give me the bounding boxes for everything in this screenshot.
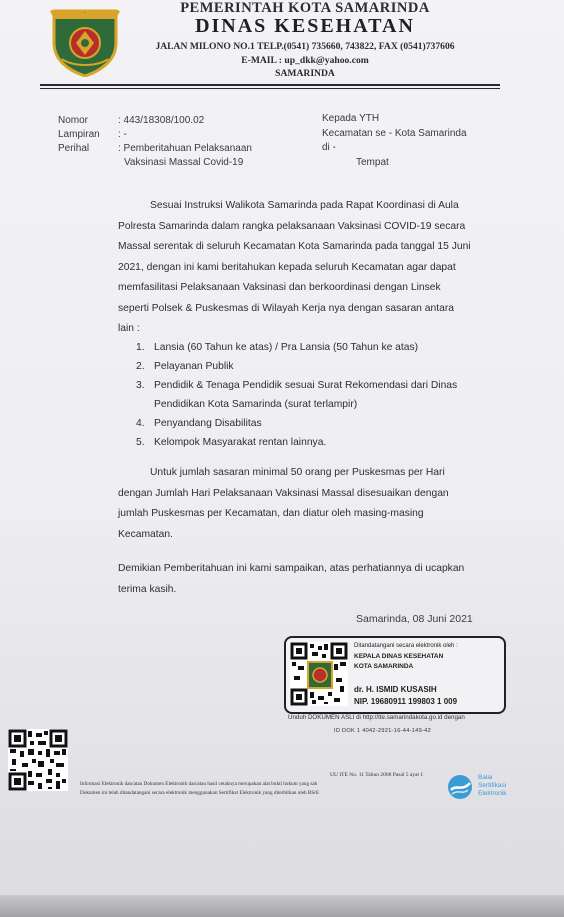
footer-law-reference: UU ITE No. 11 Tahun 2008 Pasal 5 ayat 1 [330, 772, 424, 778]
recipient-di: di - [322, 142, 336, 153]
signer-position-city: KOTA SAMARINDA [354, 663, 414, 670]
paragraph-line: Demikian Pemberitahuan ini kami sampaikan, atas perhatiannya di ucapkan [118, 563, 465, 574]
perihal-label: Perihal [58, 143, 90, 154]
perihal-value-cont: Vaksinasi Massal Covid-19 [124, 157, 244, 168]
list-number: 3. [136, 380, 145, 391]
nomor-value: : 443/18308/100.02 [118, 115, 205, 126]
signer-nip: NIP. 19680911 199803 1 009 [354, 697, 458, 706]
header-divider-thin [40, 88, 500, 89]
list-item [136, 376, 506, 396]
list-item [136, 357, 506, 377]
signer-name: dr. H. ISMID KUSASIH [354, 685, 437, 694]
recipient-salutation: Kepada YTH [322, 113, 380, 124]
header-email: E-MAIL : up_dkk@yahoo.com [241, 55, 369, 66]
list-item-continued: Pendidikan Kota Samarinda (surat terlampir) [154, 399, 358, 410]
paragraph-line: jumlah Puskesmas per Kecamatan, dan diatur oleh masing-masing [118, 508, 424, 519]
header-government: PEMERINTAH KOTA SAMARINDA [180, 0, 430, 16]
signer-position: KEPALA DINAS KESEHATAN [354, 653, 444, 660]
electronic-signature-box [284, 636, 506, 714]
paragraph-line: lain : [118, 323, 140, 334]
footer-qr-code-icon [8, 729, 68, 791]
paragraph-line: dengan Jumlah Hari Pelaksanaan Vaksinasi Massal disesuaikan dengan [118, 487, 449, 499]
header-address: JALAN MILONO NO.1 TELP.(0541) 735660, 743822, FAX (0541)737606 [155, 41, 455, 52]
list-text: Kelompok Masyarakat rentan lainnya. [154, 437, 327, 448]
list-number: 4. [136, 418, 145, 429]
lampiran-value: : - [118, 129, 127, 140]
header-agency: DINAS KESEHATAN [195, 15, 415, 37]
paragraph-line: seperti Polsek & Puskesmas di Wilayah Kerja nya dengan sasaran antara [118, 302, 454, 314]
list-number: 1. [136, 342, 145, 353]
paragraph-line: terima kasih. [118, 583, 177, 595]
perihal-value: : Pemberitahuan Pelaksanaan [118, 143, 252, 154]
signed-by-label: Ditandatangani secara elektronik oleh : [354, 643, 458, 649]
page-shadow [0, 895, 564, 917]
lampiran-label: Lampiran [58, 129, 100, 140]
paragraph-target [118, 463, 498, 545]
paragraph-line: Massal serentak di seluruh Kecamatan Kota Samarinda pada tanggal 15 Juni [118, 241, 471, 252]
document-id: ID DOK 1 4042-2921-16-44-149-42 [334, 728, 431, 734]
bsre-name-line1: Balai [478, 774, 493, 781]
paragraph-line: Untuk jumlah sasaran minimal 50 orang per Puskesmas per Hari [150, 467, 445, 478]
footer-note-evidence: Informasi Elektronik dan/atau Dokumen Elektronik dan/atau hasil cetaknya merupakan alat bukti hukum yang sah [80, 781, 318, 787]
nomor-label: Nomor [58, 115, 89, 126]
paragraph-closing [118, 559, 498, 600]
paragraph-line: Polresta Samarinda dalam rangka pelaksanaan Vaksinasi COVID-19 secara [118, 220, 466, 232]
paragraph-line: Kecamatan. [118, 528, 173, 540]
list-item [136, 414, 506, 434]
list-text: Pendidik & Tenaga Pendidik sesuai Surat Rekomendasi dari Dinas [154, 380, 458, 391]
list-text: Lansia (60 Tahun ke atas) / Pra Lansia (50 Tahun ke atas) [154, 342, 419, 353]
samarinda-city-logo [48, 7, 122, 77]
paragraph-line: Sesuai Instruksi Walikota Samarinda pada Rapat Koordinasi di Aula [150, 200, 459, 211]
paragraph-instruction [118, 196, 498, 340]
verify-link-text: Unduh DOKUMEN ASLI di http://tte.samarindakota.go.id dengan [288, 714, 465, 721]
signature-qr-code-icon [290, 642, 348, 706]
signature-date: Samarinda, 08 Juni 2021 [356, 613, 473, 625]
list-number: 2. [136, 361, 145, 372]
bsre-name-line2: Sertifikasi [478, 782, 507, 789]
paragraph-line: memfasilitasi Pelaksanaan Vaksinasi dan berkoordinasi dengan Linsek [118, 282, 441, 293]
header-divider-thick [40, 84, 500, 86]
list-text: Pelayanan Publik [154, 361, 234, 372]
list-item [136, 338, 506, 358]
bsre-name-line3: Elektronik [478, 790, 507, 797]
list-item [136, 433, 506, 453]
header-city: SAMARINDA [275, 68, 335, 79]
footer-note-certificate: Dokumen ini telah ditandatangani secara elektronik menggunakan Sertifikat Elektronik yang diterbitkan oleh BSrE [80, 790, 320, 796]
recipient-place: Tempat [356, 157, 389, 168]
recipient-name: Kecamatan se - Kota Samarinda [322, 128, 467, 139]
list-text: Penyandang Disabilitas [154, 418, 262, 429]
list-number: 5. [136, 437, 145, 448]
paragraph-line: 2021, dengan ini kami beritahukan kepada seluruh Kecamatan agar dapat [118, 261, 456, 273]
bsre-logo-icon [446, 774, 474, 800]
